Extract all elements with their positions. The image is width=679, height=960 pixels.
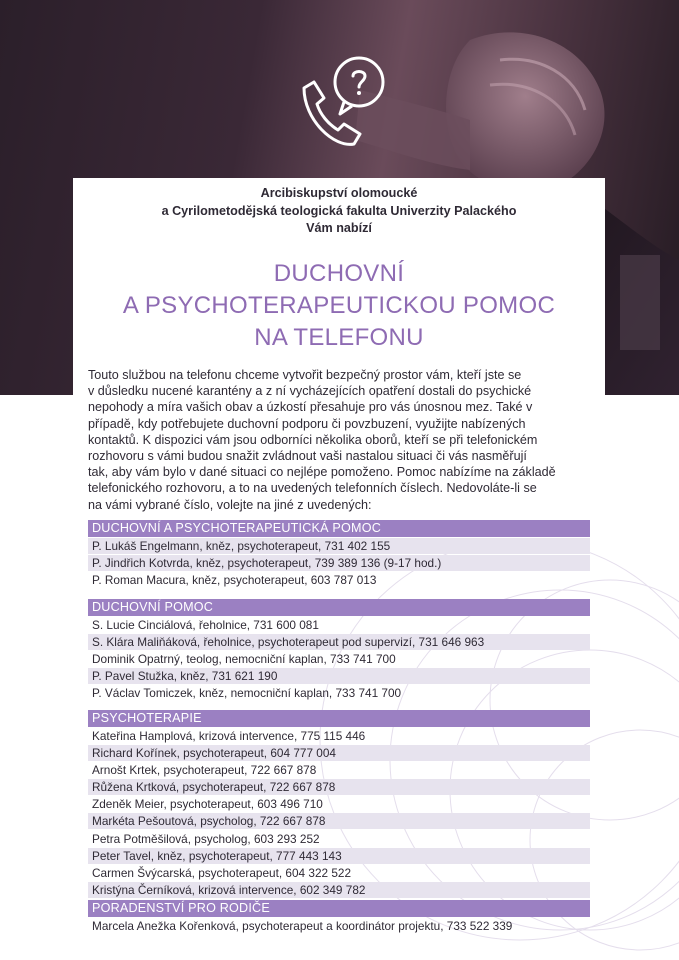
contact-row: S. Lucie Cinciálová, řeholnice, 731 600 081 [92,618,319,632]
contact-row: Arnošt Krtek, psychoterapeut, 722 667 878 [92,763,317,778]
section-heading: PORADENSTVÍ PRO RODIČE [88,900,590,917]
contact-row: P. Roman Macura, kněz, psychoterapeut, 603 787 013 [92,573,377,588]
contact-row: Kateřina Hamplová, krizová intervence, 775 115 446 [92,729,366,743]
intro-paragraph [88,367,598,513]
contact-row: Markéta Pešoutová, psycholog, 722 667 878 [88,813,590,829]
intro-line: Touto službou na telefonu chceme vytvořit bezpečný prostor vám, kteří jste se [88,368,522,382]
title-line: DUCHOVNÍ [273,260,405,287]
contact-row: Růžena Krtková, psychoterapeut, 722 667 878 [88,779,590,795]
contact-row: P. Lukáš Engelmann, kněz, psychoterapeut, 731 402 155 [88,538,590,554]
intro-line: kontaktů. K dispozici vám jsou odborníci několika oborů, kteří se při telefonickém [88,432,538,447]
phone-question-icon [282,48,394,160]
intro-line: v důsledku nucené karantény a z ní vycházejících opatření dostali do psychické [88,384,532,399]
intro-line: tak, aby vám bylo v dané situaci co nejlépe pomoženo. Pomoc nabízíme na základě [88,465,556,480]
contact-row: Kristýna Černíková, krizová intervence, 602 349 782 [88,882,590,898]
title-line: A PSYCHOTERAPEUTICKOU POMOC [122,292,556,319]
title-line: NA TELEFONU [254,324,424,351]
section-heading: PSYCHOTERAPIE [88,710,590,727]
section-heading: DUCHOVNÍ POMOC [88,599,590,616]
contact-row: Marcela Anežka Kořenková, psychoterapeut a koordinátor projektu, 733 522 339 [92,919,513,933]
contact-row: Petra Potměšilová, psycholog, 603 293 252 [92,831,320,846]
contact-row: P. Václav Tomiczek, kněz, nemocniční kaplan, 733 741 700 [92,686,402,701]
contact-row: Peter Tavel, kněz, psychoterapeut, 777 443 143 [88,848,590,864]
contact-row: Carmen Švýcarská, psychoterapeut, 604 322 522 [92,865,352,880]
intro-line: případě, kdy potřebujete duchovní podporu či povzbuzení, využijte nabízených [88,416,526,431]
contact-row: Dominik Opatrný, teolog, nemocniční kaplan, 733 741 700 [92,652,396,667]
intro-line: nepohody a míra vašich obav a úzkostí přesahuje pro vás únosnou mez. Také v [88,400,533,415]
intro-line: rozhovoru s vámi budou snažit zvládnout vaši nastalou situaci či vás nasměřují [88,449,527,464]
organizer-line: Vám nabízí [306,221,372,235]
intro-line: na vámi vybrané číslo, volejte na jiné z uvedených: [88,497,372,512]
section-parent-counseling [88,900,590,935]
section-psychotherapy [88,710,590,899]
page-title [73,258,605,354]
contact-row: Zdeněk Meier, psychoterapeut, 603 496 710 [92,797,323,812]
section-spiritual-psychotherapeutic [88,520,590,589]
organizer-block [73,185,605,238]
organizer-line: Arcibiskupství olomoucké [260,186,418,200]
contact-row: Richard Kořínek, psychoterapeut, 604 777 004 [88,745,590,761]
section-heading: DUCHOVNÍ A PSYCHOTERAPEUTICKÁ POMOC [88,520,590,537]
intro-line: telefonického rozhovoru, a to na uvedených telefonních číslech. Nedovoláte-li se [88,481,537,496]
section-spiritual [88,599,590,702]
contact-row: P. Jindřich Kotvrda, kněz, psychoterapeut, 739 389 136 (9-17 hod.) [88,555,590,571]
organizer-line: a Cyrilometodějská teologická fakulta Univerzity Palackého [161,203,517,218]
contact-row: S. Klára Maliňáková, řeholnice, psychoterapeut pod supervizí, 731 646 963 [88,634,590,650]
contact-row: P. Pavel Stužka, kněz, 731 621 190 [88,668,590,684]
